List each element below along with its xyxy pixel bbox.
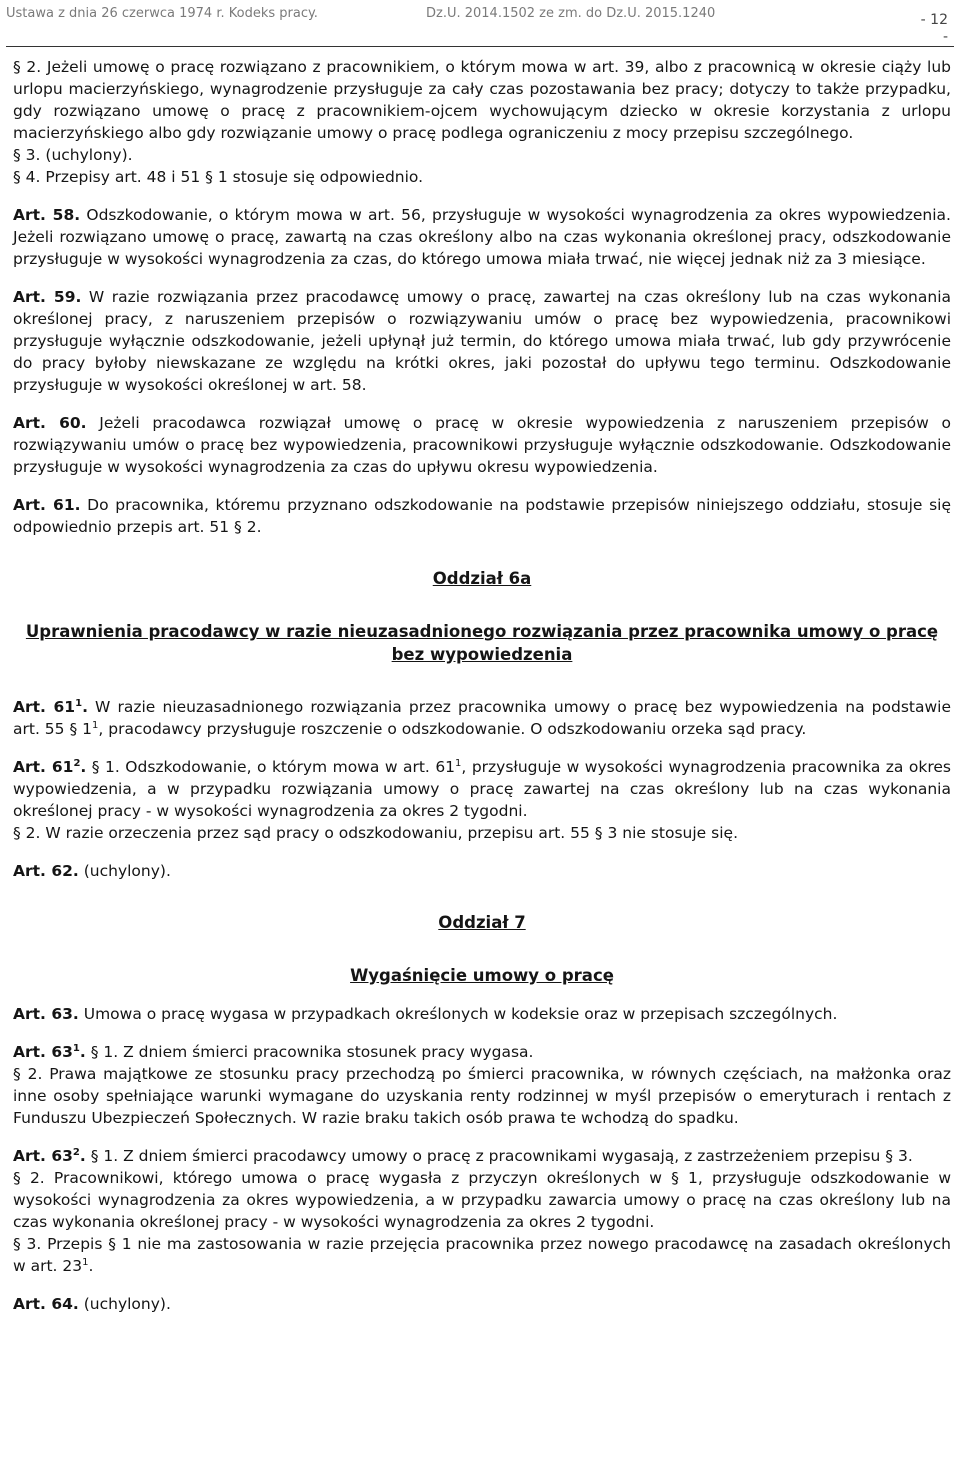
article-text: Jeżeli pracodawca rozwiązał umowę o pracę w okresie wypowiedzenia z naruszeniem przepisów o rozwiązywaniu umów o pracę bez wypowiedzenia, pracownikowi przysługuje wyłącznie odszkodowanie. Odszkodowanie przysługuje w wysokości wynagrodzenia za czas do upływu okresu wypowiedzenia. <box>13 414 952 476</box>
section-sign: § <box>885 1147 894 1165</box>
article-label: Art. 60. <box>13 414 87 432</box>
article-61-2: Art. $61^2$. § 1. Odszkodowanie, o którym mowa w art. $61^1$, przysługuje w wysokości wynagrodzenia pracownika za okres wypowiedzenia, a w przypadku rozwiązania umowy o pracę zawartej na czas określony lub na czas wykonania określonej pracy - w wysokości wynagrodzenia za okres 2 tygodni. <box>13 757 951 820</box>
article-61-2-sec2: § 2. W razie orzeczenia przez sąd pracy o odszkodowaniu, przepisu art. 55 § 3 nie stosuje się. <box>13 824 738 842</box>
article-text: Odszkodowanie, o którym mowa w art. 56, przysługuje w wysokości wynagrodzenia za okres wypowiedzenia. Jeżeli rozwiązano umowę o pracę, zawartą na czas określony albo na czas wykonania określonej pracy, odszkodowanie przysługuje w wysokości wynagrodzenia za czas, do którego umowa miała trwać, nie więcej jednak niż za 3 miesiące. <box>13 206 951 268</box>
section-sign: § <box>13 58 21 76</box>
document-body <box>13 56 951 1315</box>
article-61 <box>13 494 951 538</box>
section-subtitle-7: Wygaśnięcie umowy o pracę <box>350 966 614 985</box>
article-label: Art. $61^2$. <box>13 757 87 776</box>
section-sign: § <box>91 758 100 776</box>
article-58 <box>13 204 951 270</box>
article-60 <box>13 412 951 478</box>
article-label: Art. 58. <box>13 206 81 224</box>
article-label: Art. $63^2$. <box>13 1146 86 1165</box>
article-label: Art. 59. <box>13 288 82 306</box>
paragraph-text: 2. Jeżeli umowę o pracę rozwiązano z pracownikiem, o którym mowa w art. 39, albo z pracownicą w okresie ciąży lub urlopu macierzyńskiego, wynagrodzenie przysługuje za cały czas pozostawania bez pracy; dotyczy to także przypadku, gdy rozwiązano umowę o pracę z pracownikiem-ojcem wychowującym dziecko w okresie korzystania z urlopu macierzyńskiego albo gdy rozwiązanie umowy o pracę podlega ograniczeniu z mocy przepisu szczególnego. <box>13 58 951 142</box>
article-label: Art. $63^1$. <box>13 1042 86 1061</box>
page-number: - 12 <box>920 12 948 28</box>
paragraph-sec4 <box>13 166 951 188</box>
section-sign: § <box>671 1169 679 1187</box>
article-63-2-sec2: § 2. Pracownikowi, którego umowa o pracę wygasła z przyczyn określonych w § 1, przysługuje odszkodowanie w wysokości wynagrodzenia za okres wypowiedzenia, a w przypadku zawarcia umowy o pracę na czas określony lub na czas wykonania określonej pracy - w wysokości wynagrodzenia za okres 2 tygodni. <box>13 1169 951 1231</box>
section-sign: § <box>205 168 213 186</box>
section-sign: § <box>69 720 78 738</box>
article-text: (uchylony). <box>78 1295 171 1313</box>
article-label: Art. 61. <box>13 496 81 514</box>
article-59 <box>13 286 951 396</box>
section-sign: § <box>90 1147 99 1165</box>
paragraph-sec2 <box>13 56 951 144</box>
paragraph-text: 1 stosuje się odpowiednio. <box>212 168 424 186</box>
article-63-2: Art. $63^2$. § 1. Z dniem śmierci pracodawcy umowy o pracę z pracownikami wygasają, z zastrzeżeniem przepisu § 3. <box>13 1146 913 1165</box>
page-number-dash: - <box>942 29 948 45</box>
article-text: 2. <box>241 518 262 536</box>
article-text: W razie rozwiązania przez pracodawcę umowy o pracę, zawartej na czas określony lub na czas wykonania określonej pracy, z naruszeniem przepisów o rozwiązywaniu umów o pracę bez wypowiedzenia, pracownikowi przysługuje wyłącznie odszkodowanie, jeżeli upłynął już termin, do którego umowa miała trwać, lub gdy przywrócenie do pracy byłoby niewskazane ze względu na krótki okres, jaki pozostał do upływu tego terminu. Odszkodowanie przysługuje w wysokości określonej w art. 58. <box>13 288 951 394</box>
section-subtitle-6a: Uprawnienia pracodawcy w razie nieuzasadnionego rozwiązania przez pracownika umowy o pracę bez wypowiedzenia <box>25 622 939 664</box>
article-63-1-sec2: § 2. Prawa majątkowe ze stosunku pracy przechodzą po śmierci pracownika, w równych częściach, na małżonka oraz inne osoby spełniające warunki wymagane do uzyskania renty rodzinnej w myśl przepisów o emeryturach i rentach z Funduszu Ubezpieczeń Społecznych. W razie braku takich osób prawa te wchodzą do spadku. <box>13 1065 951 1127</box>
header-act-title: Ustawa z dnia 26 czerwca 1974 r. Kodeks pracy. <box>6 6 318 21</box>
article-text: Do pracownika, któremu przyznano odszkodowanie na podstawie przepisów niniejszego oddziału, stosuje się odpowiednio przepis art. 51 <box>13 496 951 536</box>
section-sign: § <box>13 1235 21 1253</box>
running-header <box>6 2 954 47</box>
paragraph-sec3 <box>13 144 951 166</box>
section-sign: § <box>90 1043 99 1061</box>
section-sign: § <box>13 146 21 164</box>
section-sign: § <box>13 824 21 842</box>
article-text: Umowa o pracę wygasa w przypadkach określonych w kodeksie oraz w przepisach szczególnych. <box>78 1005 838 1023</box>
article-63-1: Art. $63^1$. § 1. Z dniem śmierci pracownika stosunek pracy wygasa. <box>13 1042 534 1061</box>
article-text: (uchylony). <box>78 862 171 880</box>
section-sign: § <box>108 1235 116 1253</box>
article-62 <box>13 860 951 882</box>
article-text: W razie nieuzasadnionego rozwiązania przez pracownika umowy o pracę bez wypowiedzenia na podstawie art. 55 <box>13 698 952 738</box>
article-63 <box>13 1003 951 1025</box>
section-sign: § <box>13 1065 21 1083</box>
section-sign: § <box>594 824 603 842</box>
header-journal-ref: Dz.U. 2014.1502 ze zm. do Dz.U. 2015.1240 <box>426 6 716 21</box>
article-label: Art. $61^1$. <box>13 697 88 716</box>
section-sign: § <box>234 518 242 536</box>
section-sign: § <box>13 1169 21 1187</box>
article-label: Art. 64. <box>13 1295 79 1313</box>
paragraph-text: 3. (uchylony). <box>20 146 133 164</box>
paragraph-text: 4. Przepisy art. 48 i 51 <box>20 168 206 186</box>
article-63-2-sec3: § 3. Przepis § 1 nie ma zastosowania w razie przejęcia pracownika przez nowego pracodawcę na zasadach określonych w art. $23^1$. <box>13 1235 951 1275</box>
article-label: Art. 62. <box>13 862 79 880</box>
section-sign: § <box>13 168 21 186</box>
article-label: Art. 63. <box>13 1005 79 1023</box>
article-64 <box>13 1293 951 1315</box>
section-title-6a: Oddział 6a <box>432 569 532 588</box>
article-61-1: Art. $61^1$. W razie nieuzasadnionego rozwiązania przez pracownika umowy o pracę bez wypowiedzenia na podstawie art. 55 § $1^1$, pracodawcy przysługuje roszczenie o odszkodowanie. O odszkodowaniu orzeka sąd pracy. <box>13 697 952 738</box>
section-title-7: Oddział 7 <box>438 913 526 932</box>
